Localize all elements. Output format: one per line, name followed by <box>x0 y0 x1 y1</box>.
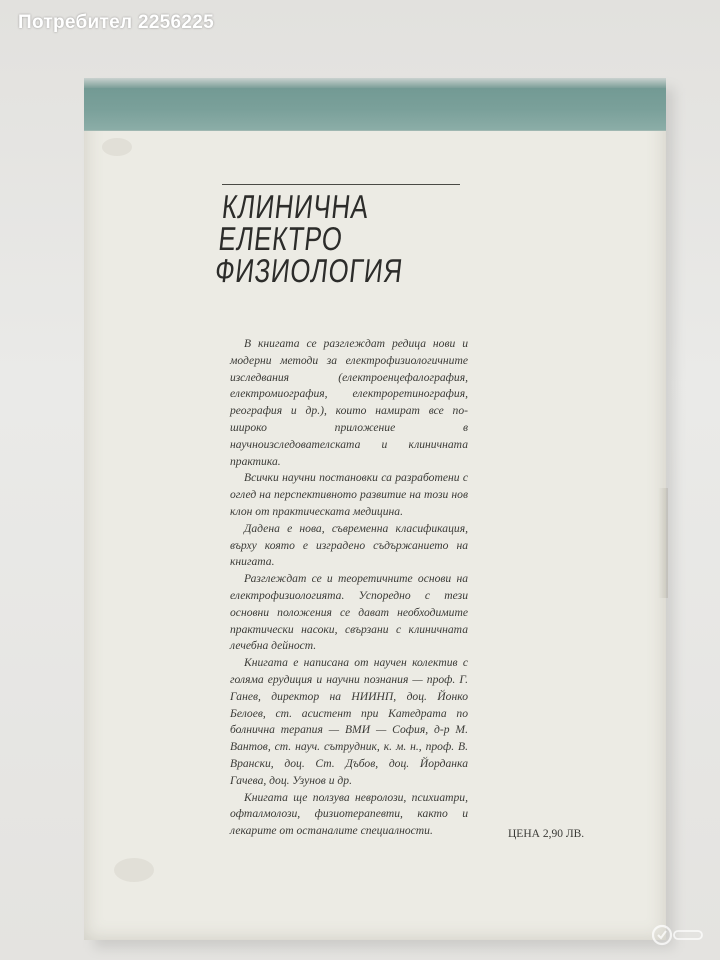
cover-crease <box>658 488 668 598</box>
description-paragraph: В книгата се разглеждат редица нови и модерни методи за електрофизиологичните изследвания (електроенцефалография, електромиография, електроретинография, реография и др.), които намират все по-широко приложение в научноизследователската и клиничната практика. <box>230 337 468 468</box>
user-watermark: Потребител 2256225 <box>18 12 215 33</box>
price-label: ЦЕНА 2,90 ЛВ. <box>508 828 585 840</box>
wear-spot <box>102 138 132 156</box>
description-paragraph: Книгата ще ползува невролози, психиатри, офталмолози, физиотерапевти, както и лекарите от останалите специалности. <box>230 790 468 838</box>
description-paragraph: Дадена е нова, съвременна класификация, върху която е изградено съдържанието на книгата. <box>230 521 468 569</box>
title-rule <box>222 184 460 185</box>
cover-top-band <box>84 78 666 131</box>
book-title <box>213 188 458 289</box>
book-title-line: ФИЗИОЛОГИЯ <box>213 252 405 289</box>
bazar-logo-icon <box>652 920 706 950</box>
book-title-line: ЕЛЕКТРО <box>216 220 345 257</box>
description-paragraph: Разглеждат се и теоретичните основи на електрофизиологията. Успоредно с тези основни положения се дават необходимите практически насоки, свързани с клиничната лечебна дейност. <box>230 572 468 653</box>
book-title-line: КЛИНИЧНА <box>220 188 371 225</box>
wear-spot <box>114 858 154 882</box>
description-paragraph: Всички научни постановки са разработени с оглед на перспективното развитие на този нов клон от практическата медицина. <box>230 471 468 518</box>
description-paragraph: Книгата е написана от научен колектив с голяма ерудиция и научни познания — проф. Г. Ганев, директор на НИИНП, доц. Йонко Белоев, ст. асистент при Катедрата по болнична терапия — ВМИ — София, д-р М. Вантов, ст. науч. сътрудник, к. м. н., проф. В. Врански, доц. Ст. Дъбов, доц. Йорданка Гачева, доц. Узунов и др. <box>230 656 468 787</box>
cover-top-edge <box>84 78 666 88</box>
book-description <box>230 336 468 840</box>
book-back-cover <box>84 78 666 940</box>
